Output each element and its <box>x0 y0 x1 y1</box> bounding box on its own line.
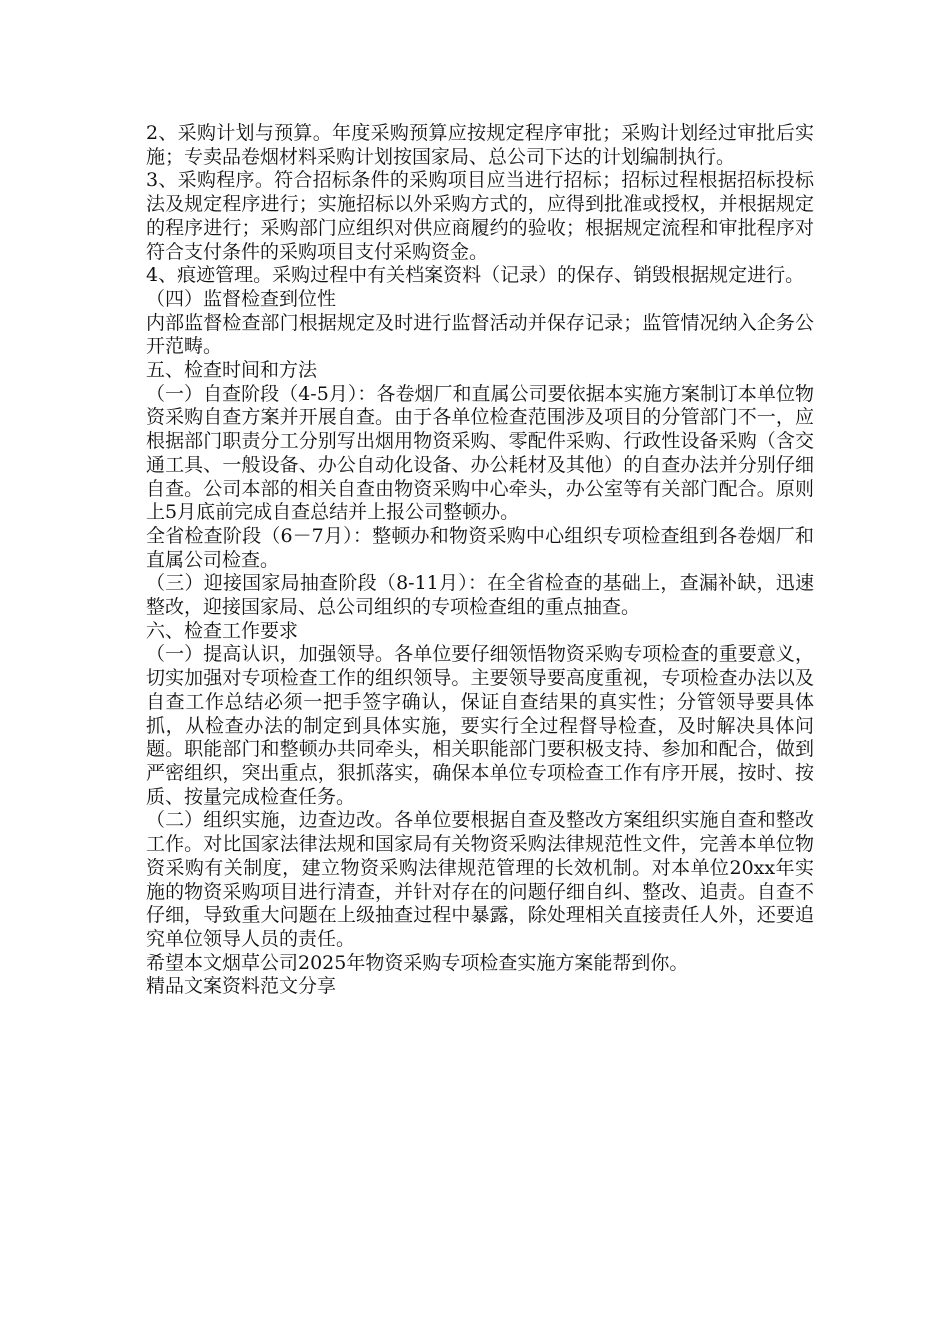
paragraph-procurement-plan: 2、采购计划与预算。年度采购预算应按规定程序审批；采购计划经过审批后实施；专卖品卷烟材料采购计划按国家局、总公司下达的计划编制执行。 <box>146 122 814 168</box>
paragraph-leadership: （一）提高认识，加强领导。各单位要仔细领悟物资采购专项检查的重要意义，切实加强对专项检查工作的组织领导。主要领导要高度重视，专项检查办法以及自查工作总结必须一把手签字确认，保证自查结果的真实性；分管领导要具体抓，从检查办法的制定到具体实施，要实行全过程督导检查，及时解决具体问题。职能部门和整顿办共同牵头，相关职能部门要积极支持、参加和配合，做到严密组织，突出重点，狠抓落实，确保本单位专项检查工作有序开展，按时、按质、按量完成检查任务。 <box>146 643 814 808</box>
paragraph-footer-note: 精品文案资料范文分享 <box>146 975 337 998</box>
paragraph-self-inspection-stage: （一）自查阶段（4-5月）：各卷烟厂和直属公司要依据本实施方案制订本单位物资采购自查方案并开展自查。由于各单位检查范围涉及项目的分管部门不一，应根据部门职责分工分别写出烟用物资采购、零配件采购、行政性设备采购（含交通工具、一般设备、办公自动化设备、办公耗材及其他）的自查办法并分别仔细自查。公司本部的相关自查由物资采购中心牵头，办公室等有关部门配合。原则上5月底前完成自查总结并上报公司整顿办。 <box>146 382 814 524</box>
heading-work-requirements: 六、检查工作要求 <box>146 619 299 642</box>
paragraph-implementation: （二）组织实施，边查边改。各单位要根据自查及整改方案组织实施自查和整改工作。对比国家法律法规和国家局有关物资采购法律规范性文件，完善本单位物资采购有关制度，建立物资采购法律规范管理的长效机制。对本单位20xx年实施的物资采购项目进行清查，并针对存在的问题仔细自纠、整改、追责。自查不仔细，导致重大问题在上级抽查过程中暴露，除处理相关直接责任人外，还要追究单位领导人员的责任。 <box>146 809 814 950</box>
paragraph-procurement-procedure: 3、采购程序。符合招标条件的采购项目应当进行招标；招标过程根据招标投标法及规定程序进行；实施招标以外采购方式的，应得到批准或授权，并根据规定的程序进行；采购部门应组织对供应商履约的验收；根据规定流程和审批程序对符合支付条件的采购项目支付采购资金。 <box>146 169 814 263</box>
paragraph-province-inspection-stage: 全省检查阶段（6－7月）：整顿办和物资采购中心组织专项检查组到各卷烟厂和直属公司检查。 <box>146 524 814 571</box>
document-body <box>146 122 814 999</box>
heading-supervision: （四）监督检查到位性 <box>146 287 337 310</box>
paragraph-trace-management: 4、痕迹管理。采购过程中有关档案资料（记录）的保存、销毁根据规定进行。 <box>146 264 805 287</box>
paragraph-supervision: 内部监督检查部门根据规定及时进行监督活动并保存记录；监管情况纳入企务公开范畴。 <box>146 311 814 358</box>
heading-inspection-time-method: 五、检查时间和方法 <box>146 359 318 382</box>
paragraph-closing: 希望本文烟草公司2025年物资采购专项检查实施方案能帮到你。 <box>146 951 689 974</box>
paragraph-national-spot-check-stage: （三）迎接国家局抽查阶段（8-11月）：在全省检查的基础上，查漏补缺，迅速整改，迎接国家局、总公司组织的专项检查组的重点抽查。 <box>146 572 814 619</box>
